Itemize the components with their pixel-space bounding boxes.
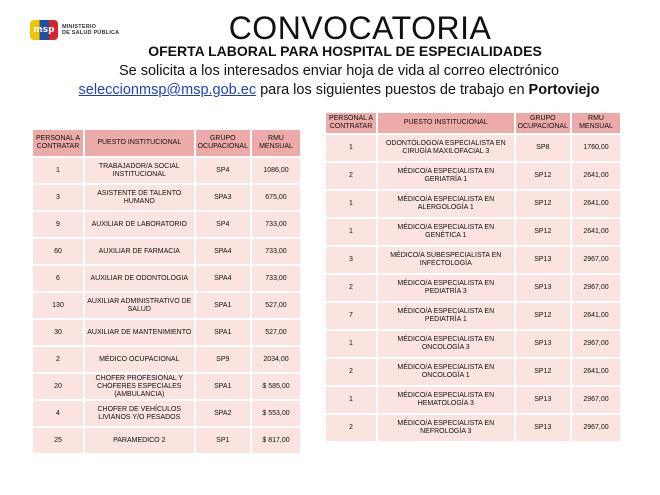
cell-personal: 1 [326,135,376,161]
instruction-middle: para los siguientes puestos de trabajo en [256,82,529,98]
header-puesto: PUESTO INSTITUCIONAL [85,130,194,156]
cell-grupo: SP13 [516,247,570,273]
cell-grupo: SP12 [516,219,570,245]
table-row [33,374,300,399]
cell-rmu: 733,00 [252,266,300,291]
header-grupo: GRUPO OCUPACIONAL [516,113,570,133]
cell-puesto: AUXILIAR DE ODONTOLOGIA [85,266,194,291]
cell-rmu: $ 553,00 [252,401,300,426]
logo-text-line1: MINISTERIO [62,24,97,30]
cell-grupo: SPA3 [196,185,250,210]
cell-grupo: SP12 [516,359,570,385]
table-header-row [33,130,300,156]
cell-personal: 1 [326,387,376,413]
cell-rmu: 675,00 [252,185,300,210]
instruction-line2 [0,82,660,98]
cell-grupo: SPA1 [196,320,250,345]
table-row [326,219,620,245]
header-personal: PERSONAL A CONTRATAR [33,130,83,156]
cell-grupo: SP13 [516,331,570,357]
cell-rmu: 1760,00 [572,135,620,161]
cell-rmu: 2641,00 [572,303,620,329]
cell-personal: 4 [33,401,83,426]
cell-grupo: SP4 [196,212,250,237]
header-rmu: RMU MENSUAL [252,130,300,156]
cell-puesto: AUXILIAR ADMINISTRATIVO DE SALUD [85,293,194,318]
cell-rmu: 733,00 [252,239,300,264]
cell-puesto: MÉDICO/A ESPECIALISTA EN ALERGOLOGÍA 1 [378,191,514,217]
page-title: CONVOCATORIA [228,10,492,46]
city-name: Portoviejo [528,82,600,98]
cell-rmu: $ 585,00 [252,374,300,399]
left-jobs-table [31,128,302,455]
cell-rmu: 527,00 [252,293,300,318]
cell-puesto: MÉDICO/A SUBESPECIALISTA EN INFECTOLOGÍA [378,247,514,273]
cell-rmu: 527,00 [252,320,300,345]
cell-puesto: MÉDICO/A ESPECIALISTA EN PEDIATRÍA 1 [378,303,514,329]
cell-grupo: SPA4 [196,239,250,264]
page-subtitle: OFERTA LABORAL PARA HOSPITAL DE ESPECIALIDADES [148,43,542,59]
cell-puesto: AUXILIAR DE MANTENIMIENTO [85,320,194,345]
cell-puesto: MÉDICO/A ESPECIALISTA EN HEMATOLOGÍA 3 [378,387,514,413]
table-row [326,163,620,189]
cell-puesto: MÉDICO/A ESPECIALISTA EN ONCOLOGÍA 1 [378,359,514,385]
cell-personal: 2 [326,359,376,385]
table-row [33,266,300,291]
header-grupo: GRUPO OCUPACIONAL [196,130,250,156]
cell-puesto: MÉDICO/A ESPECIALISTA EN ONCOLOGÍA 3 [378,331,514,357]
cell-personal: 7 [326,303,376,329]
table-row [33,293,300,318]
cell-rmu: 2034,00 [252,347,300,372]
cell-personal: 6 [33,266,83,291]
cell-personal: 1 [326,191,376,217]
cell-puesto: AUXILIAR DE FARMACIA [85,239,194,264]
cell-personal: 25 [33,428,83,453]
cell-grupo: SP13 [516,387,570,413]
cell-grupo: SP12 [516,191,570,217]
table-row [33,401,300,426]
cell-puesto: AUXILIAR DE LABORATORIO [85,212,194,237]
header-personal: PERSONAL A CONTRATAR [326,113,376,133]
cell-personal: 1 [326,331,376,357]
header-puesto: PUESTO INSTITUCIONAL [378,113,514,133]
table-row [33,320,300,345]
table-row [33,212,300,237]
cell-puesto: MÉDICO/A ESPECIALISTA EN NEFROLOGÍA 3 [378,415,514,441]
cell-grupo: SP9 [196,347,250,372]
table-row [326,191,620,217]
cell-grupo: SPA1 [196,293,250,318]
cell-rmu: 2641,00 [572,219,620,245]
table-row [326,247,620,273]
cell-grupo: SPA4 [196,266,250,291]
cell-rmu: 1086,00 [252,158,300,183]
cell-personal: 60 [33,239,83,264]
cell-puesto: MÉDICO OCUPACIONAL [85,347,194,372]
cell-personal: 2 [33,347,83,372]
msp-logo-mark: msp [30,20,58,40]
cell-grupo: SP4 [196,158,250,183]
cell-rmu: 733,00 [252,212,300,237]
cell-personal: 30 [33,320,83,345]
cell-personal: 3 [33,185,83,210]
right-jobs-table [324,111,622,443]
cell-puesto: TRABAJADOR/A SOCIAL INSTITUCIONAL [85,158,194,183]
table-row [326,387,620,413]
cell-rmu: 2641,00 [572,163,620,189]
cell-rmu: 2641,00 [572,191,620,217]
cell-grupo: SP13 [516,415,570,441]
cell-rmu: 2967,00 [572,331,620,357]
table-row [326,415,620,441]
cell-grupo: SPA1 [196,374,250,399]
cell-personal: 9 [33,212,83,237]
cell-grupo: SP13 [516,275,570,301]
logo-text-line2: DE SALUD PÚBLICA [62,30,120,36]
cell-rmu: 2967,00 [572,387,620,413]
instruction-text: Se solicita a los interesados enviar hoja de vida al correo electrónico [118,63,560,79]
table-header-row [326,113,620,133]
table-row [33,185,300,210]
cell-grupo: SP8 [516,135,570,161]
cell-rmu: 2967,00 [572,275,620,301]
cell-grupo: SP1 [196,428,250,453]
cell-personal: 3 [326,247,376,273]
cell-rmu: 2967,00 [572,415,620,441]
cell-puesto: PARAMEDICO 2 [85,428,194,453]
cell-personal: 2 [326,275,376,301]
cell-rmu: $ 817,00 [252,428,300,453]
table-row [326,135,620,161]
table-row [326,303,620,329]
table-row [33,347,300,372]
cell-rmu: 2967,00 [572,247,620,273]
cell-puesto: MÉDICO/A ESPECIALISTA EN GERIATRÍA 1 [378,163,514,189]
cell-puesto: ASISTENTE DE TALENTO HUMANO [85,185,194,210]
cell-personal: 1 [33,158,83,183]
table-row [326,275,620,301]
cell-puesto: ODONTÓLOGO/A ESPECIALISTA EN CIRUGÍA MAXILOFACIAL 3 [378,135,514,161]
cell-puesto: CHOFER PROFESIONAL Y CHOFERES ESPECIALES (AMBULANCIA) [85,374,194,399]
cell-grupo: SP12 [516,163,570,189]
cell-rmu: 2641,00 [572,359,620,385]
cell-personal: 20 [33,374,83,399]
header-rmu: RMU MENSUAL [572,113,620,133]
cell-puesto: MÉDICO/A ESPECIALISTA EN GENÉTICA 1 [378,219,514,245]
table-row [326,331,620,357]
cell-puesto: CHOFER DE VEHÍCULOS LIVIANOS Y/O PESADOS [85,401,194,426]
table-row [33,428,300,453]
table-row [33,239,300,264]
cell-personal: 2 [326,163,376,189]
cell-personal: 130 [33,293,83,318]
cell-personal: 2 [326,415,376,441]
cell-grupo: SP12 [516,303,570,329]
cell-puesto: MÉDICO/A ESPECIALISTA EN PEDIATRÍA 3 [378,275,514,301]
table-row [33,158,300,183]
cell-personal: 1 [326,219,376,245]
cell-grupo: SPA2 [196,401,250,426]
email-link[interactable]: seleccionmsp@msp.gob.ec [78,82,257,98]
table-row [326,359,620,385]
